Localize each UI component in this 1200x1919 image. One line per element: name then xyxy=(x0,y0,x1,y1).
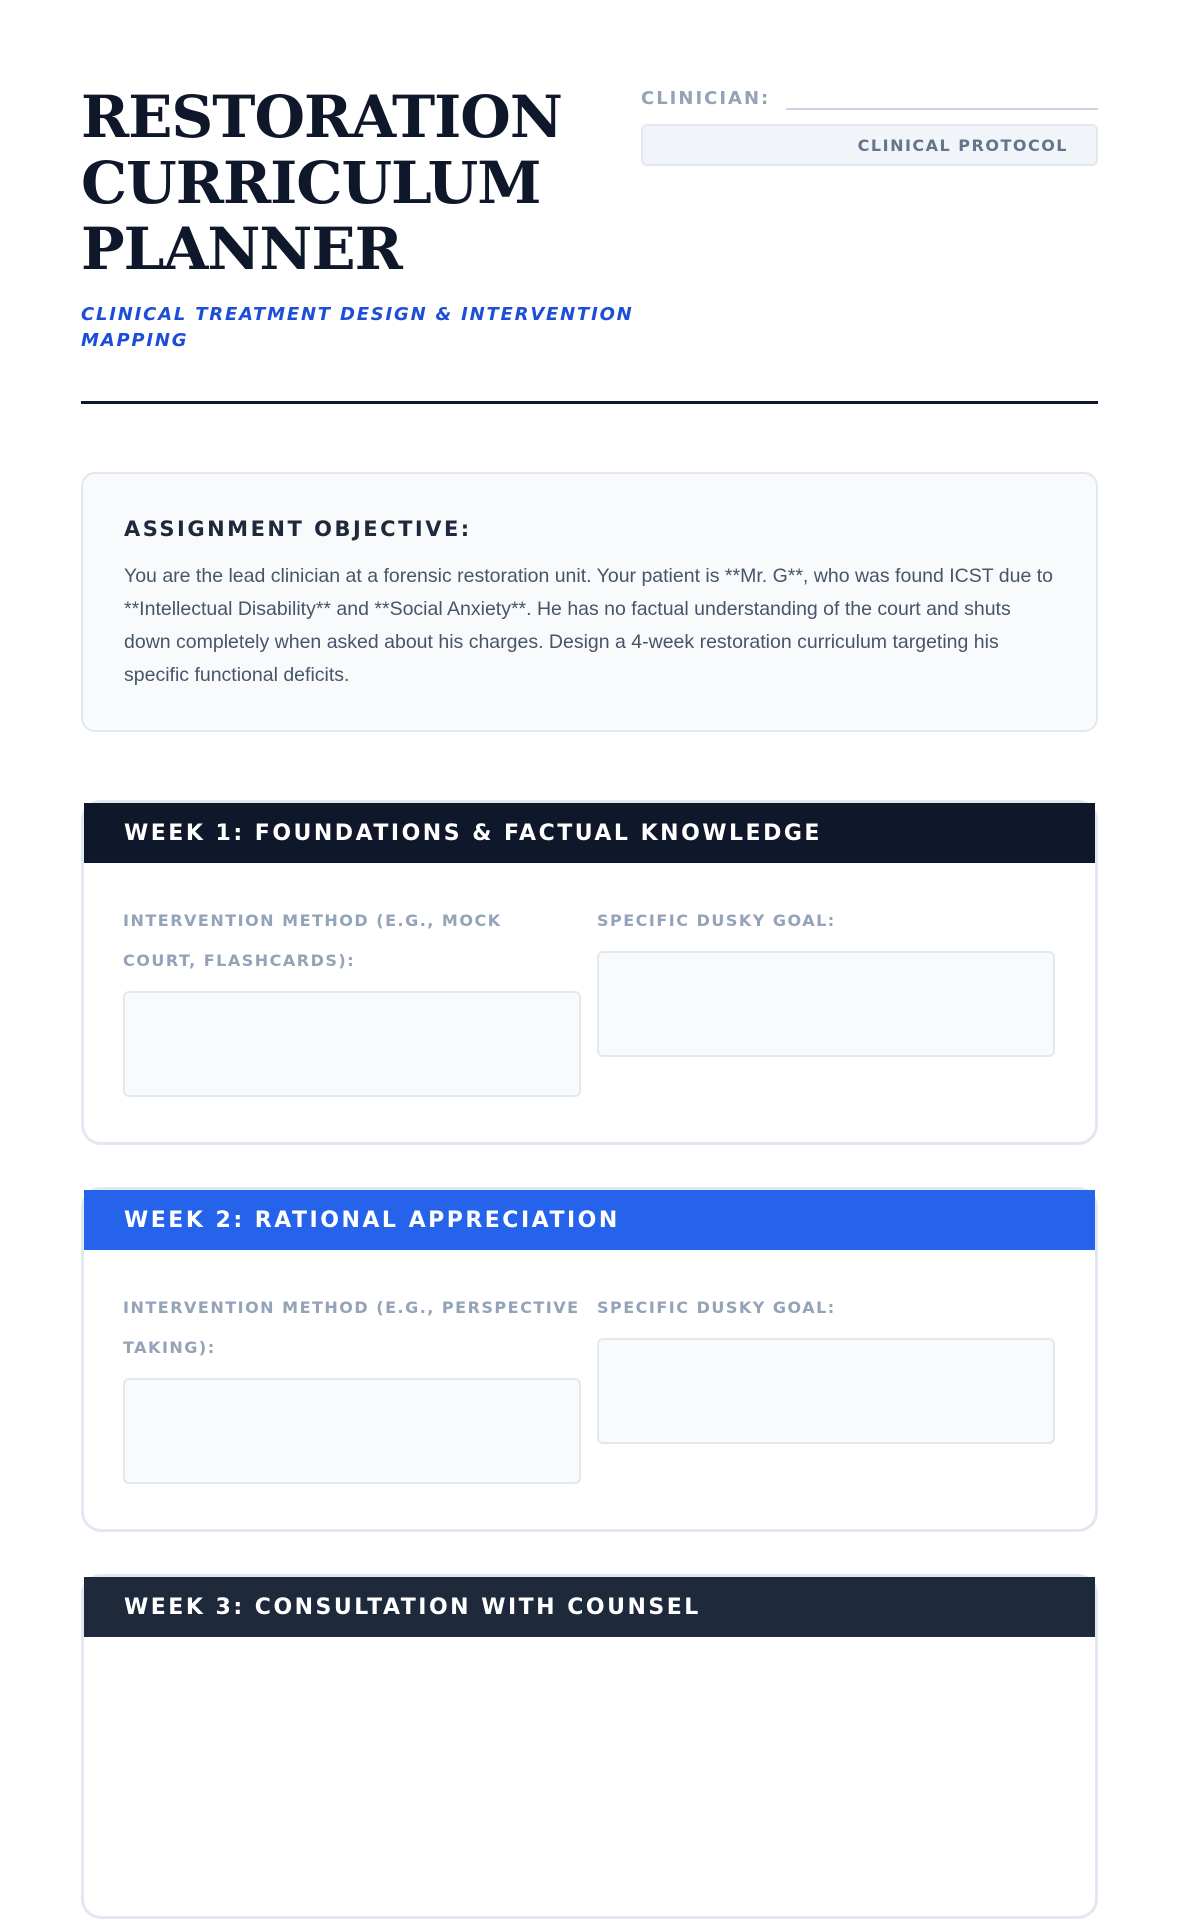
page-title xyxy=(81,84,641,282)
week-2-method-input[interactable] xyxy=(123,1378,581,1484)
week-2-goal-field xyxy=(597,1288,1055,1489)
week-2-method-field xyxy=(123,1288,581,1489)
objective-text: You are the lead clinician at a forensic restoration unit. Your patient is **Mr. G**, who was found ICST due to **Intellectual Disability** and **Social Anxiety**. He has no factual understanding of the court and shuts down completely when asked about his charges. Design a 4-week restoration curriculum targeting his specific functional deficits. xyxy=(124,565,1053,686)
title-block xyxy=(81,84,641,401)
title-line-2: CURRICULUM xyxy=(81,149,541,217)
protocol-badge: CLINICAL PROTOCOL xyxy=(641,124,1098,166)
week-2-card xyxy=(81,1187,1098,1532)
title-line-3: PLANNER xyxy=(81,215,402,283)
week-2-header: WEEK 2: RATIONAL APPRECIATION xyxy=(84,1190,1095,1250)
week-1-body xyxy=(84,863,1095,1102)
objective-heading: ASSIGNMENT OBJECTIVE: xyxy=(124,517,472,541)
week-1-goal-input[interactable] xyxy=(597,951,1055,1057)
week-2-body xyxy=(84,1250,1095,1489)
week-3-card xyxy=(81,1574,1098,1919)
week-1-method-input[interactable] xyxy=(123,991,581,1097)
page-subtitle: CLINICAL TREATMENT DESIGN & INTERVENTION MAPPING xyxy=(81,304,634,351)
week-2-goal-input[interactable] xyxy=(597,1338,1055,1444)
week-1-card xyxy=(81,800,1098,1145)
week-2-goal-label: SPECIFIC DUSKY GOAL: xyxy=(597,1298,836,1317)
page-header xyxy=(81,0,1098,404)
clinician-name-line[interactable] xyxy=(786,108,1098,110)
assignment-objective-card xyxy=(81,472,1098,732)
week-3-header: WEEK 3: CONSULTATION WITH COUNSEL xyxy=(84,1577,1095,1637)
week-1-header: WEEK 1: FOUNDATIONS & FACTUAL KNOWLEDGE xyxy=(84,803,1095,863)
meta-block xyxy=(641,84,1098,401)
title-line-1: RESTORATION xyxy=(81,83,562,151)
clinician-label: CLINICIAN: xyxy=(641,88,771,109)
week-1-method-label: INTERVENTION METHOD (E.G., MOCK COURT, FLASHCARDS): xyxy=(123,911,502,970)
week-1-method-field xyxy=(123,901,581,1102)
week-1-goal-field xyxy=(597,901,1055,1102)
clinician-row xyxy=(641,84,1098,110)
week-2-method-label: INTERVENTION METHOD (E.G., PERSPECTIVE TAKING): xyxy=(123,1298,580,1357)
week-1-goal-label: SPECIFIC DUSKY GOAL: xyxy=(597,911,836,930)
